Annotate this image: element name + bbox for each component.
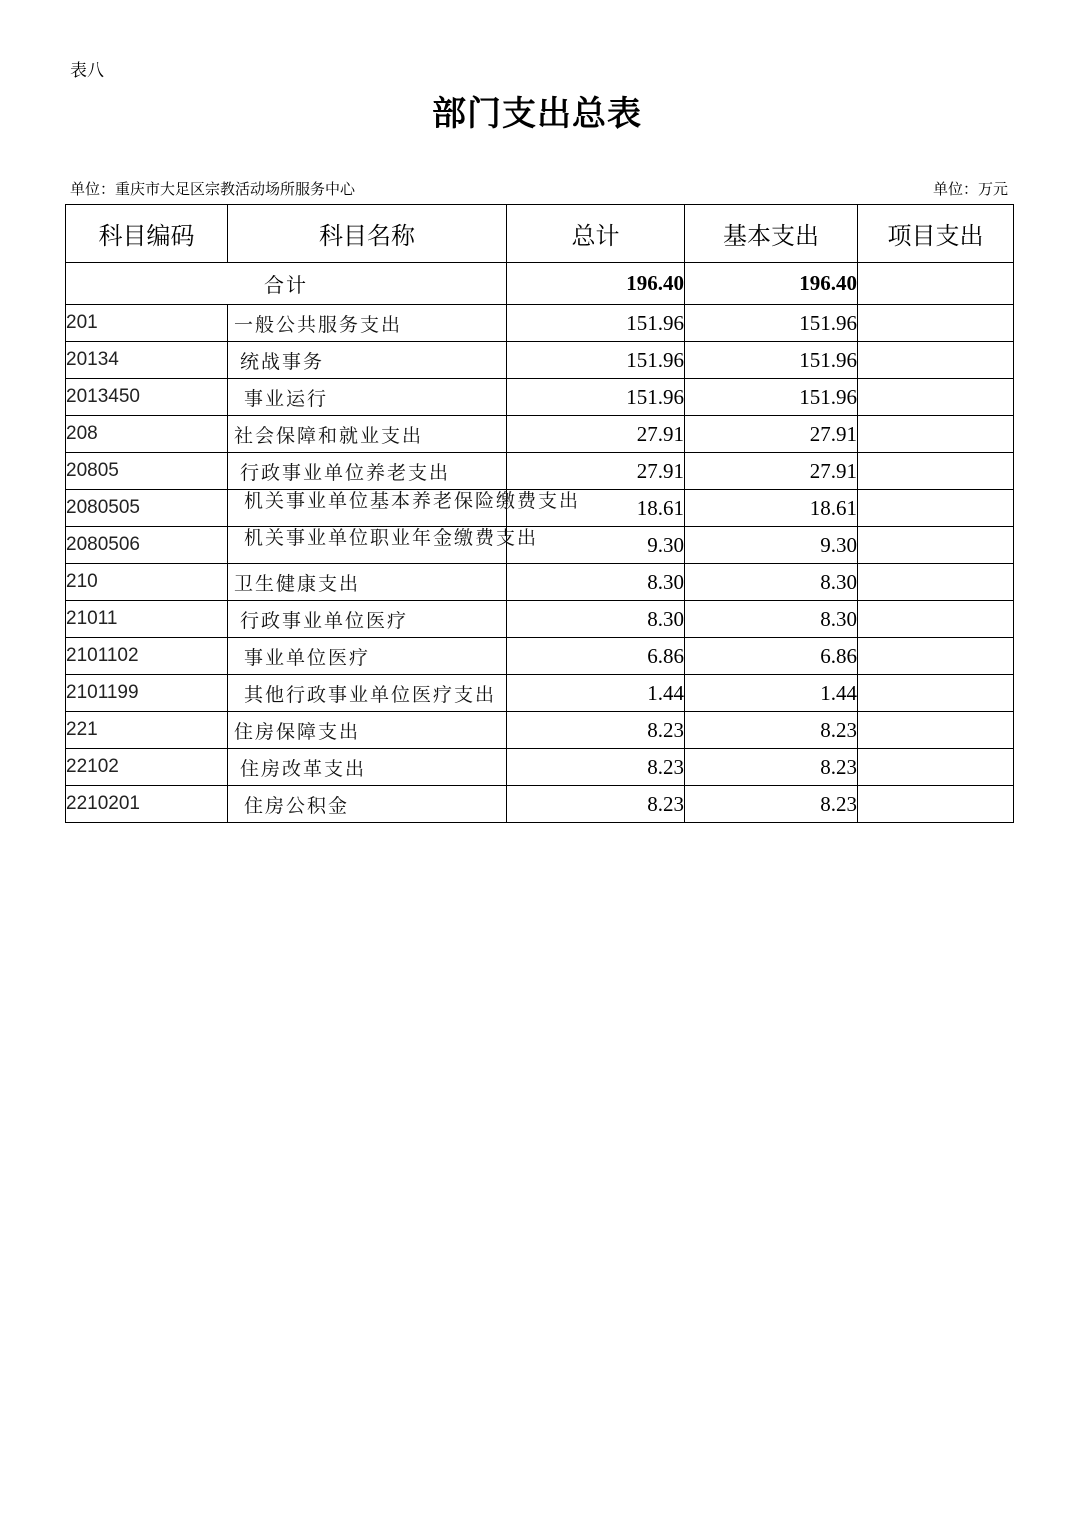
row-basic: 151.96: [685, 379, 858, 416]
row-total: 27.91: [507, 453, 685, 490]
table-row: [66, 564, 1014, 601]
row-total: 8.23: [507, 786, 685, 823]
subject-name: 事业单位医疗: [228, 638, 507, 675]
subject-code: 2080505: [66, 490, 228, 527]
row-basic: 8.30: [685, 564, 858, 601]
table-row: [66, 786, 1014, 823]
subject-code: 2101199: [66, 675, 228, 712]
unit-currency: 单位：万元: [932, 180, 1008, 198]
subject-name: 机关事业单位基本养老保险缴费支出: [228, 490, 507, 527]
subject-code: 21011: [66, 601, 228, 638]
row-total: 1.44: [507, 675, 685, 712]
row-total: 8.30: [507, 601, 685, 638]
subject-name: 社会保障和就业支出: [228, 416, 507, 453]
subject-name: 住房公积金: [228, 786, 507, 823]
row-total: 151.96: [507, 342, 685, 379]
subject-code: 221: [66, 712, 228, 749]
expense-table: [65, 204, 1014, 823]
subject-code: 210: [66, 564, 228, 601]
subject-name: 住房改革支出: [228, 749, 507, 786]
column-header-project: 项目支出: [858, 205, 1014, 263]
subject-code: 2210201: [66, 786, 228, 823]
column-header-name: 科目名称: [228, 205, 507, 263]
subject-name: 一般公共服务支出: [228, 305, 507, 342]
table-row: [66, 305, 1014, 342]
total-basic: 196.40: [685, 263, 858, 305]
column-header-basic: 基本支出: [685, 205, 858, 263]
subject-name: 卫生健康支出: [228, 564, 507, 601]
row-project: [858, 490, 1014, 527]
subject-name: 住房保障支出: [228, 712, 507, 749]
row-total: 27.91: [507, 416, 685, 453]
row-project: [858, 453, 1014, 490]
table-row: [66, 749, 1014, 786]
row-project: [858, 342, 1014, 379]
table-header-row: [66, 205, 1014, 263]
subject-code: 201: [66, 305, 228, 342]
table-row: [66, 416, 1014, 453]
row-project: [858, 675, 1014, 712]
row-project: [858, 527, 1014, 564]
row-project: [858, 379, 1014, 416]
row-basic: 27.91: [685, 416, 858, 453]
page-title: 部门支出总表: [432, 94, 642, 134]
row-basic: 9.30: [685, 527, 858, 564]
table-row: [66, 638, 1014, 675]
row-basic: 151.96: [685, 305, 858, 342]
subject-code: 2101102: [66, 638, 228, 675]
table-row: [66, 527, 1014, 564]
table-label: 表八: [70, 61, 104, 81]
total-label: 合计: [66, 263, 507, 305]
row-total: 18.61: [507, 490, 685, 527]
subject-code: 20805: [66, 453, 228, 490]
row-total: 151.96: [507, 305, 685, 342]
subject-code: 2080506: [66, 527, 228, 564]
row-basic: 8.30: [685, 601, 858, 638]
row-basic: 8.23: [685, 786, 858, 823]
table-row: [66, 453, 1014, 490]
table-row: [66, 712, 1014, 749]
row-project: [858, 749, 1014, 786]
total-sum: 196.40: [507, 263, 685, 305]
subject-code: 2013450: [66, 379, 228, 416]
subject-name: 统战事务: [228, 342, 507, 379]
row-project: [858, 564, 1014, 601]
total-row: [66, 263, 1014, 305]
row-basic: 18.61: [685, 490, 858, 527]
row-total: 6.86: [507, 638, 685, 675]
row-basic: 1.44: [685, 675, 858, 712]
table-row: [66, 379, 1014, 416]
row-total: 8.23: [507, 749, 685, 786]
row-total: 151.96: [507, 379, 685, 416]
subject-name: 行政事业单位医疗: [228, 601, 507, 638]
table-row: [66, 342, 1014, 379]
row-basic: 8.23: [685, 712, 858, 749]
row-basic: 27.91: [685, 453, 858, 490]
subject-code: 20134: [66, 342, 228, 379]
row-project: [858, 638, 1014, 675]
subject-name: 其他行政事业单位医疗支出: [228, 675, 507, 712]
row-project: [858, 712, 1014, 749]
row-total: 8.23: [507, 712, 685, 749]
row-basic: 8.23: [685, 749, 858, 786]
row-project: [858, 416, 1014, 453]
column-header-code: 科目编码: [66, 205, 228, 263]
table-row: [66, 490, 1014, 527]
unit-organization: 单位：重庆市大足区宗教活动场所服务中心: [70, 180, 356, 198]
row-project: [858, 786, 1014, 823]
row-total: 8.30: [507, 564, 685, 601]
subject-name: 机关事业单位职业年金缴费支出: [228, 527, 507, 564]
row-total: 9.30: [507, 527, 685, 564]
subject-code: 22102: [66, 749, 228, 786]
table-row: [66, 675, 1014, 712]
subject-name: 行政事业单位养老支出: [228, 453, 507, 490]
total-project: [858, 263, 1014, 305]
column-header-total: 总计: [507, 205, 685, 263]
row-basic: 151.96: [685, 342, 858, 379]
row-project: [858, 305, 1014, 342]
subject-code: 208: [66, 416, 228, 453]
row-project: [858, 601, 1014, 638]
row-basic: 6.86: [685, 638, 858, 675]
subject-name: 事业运行: [228, 379, 507, 416]
table-row: [66, 601, 1014, 638]
